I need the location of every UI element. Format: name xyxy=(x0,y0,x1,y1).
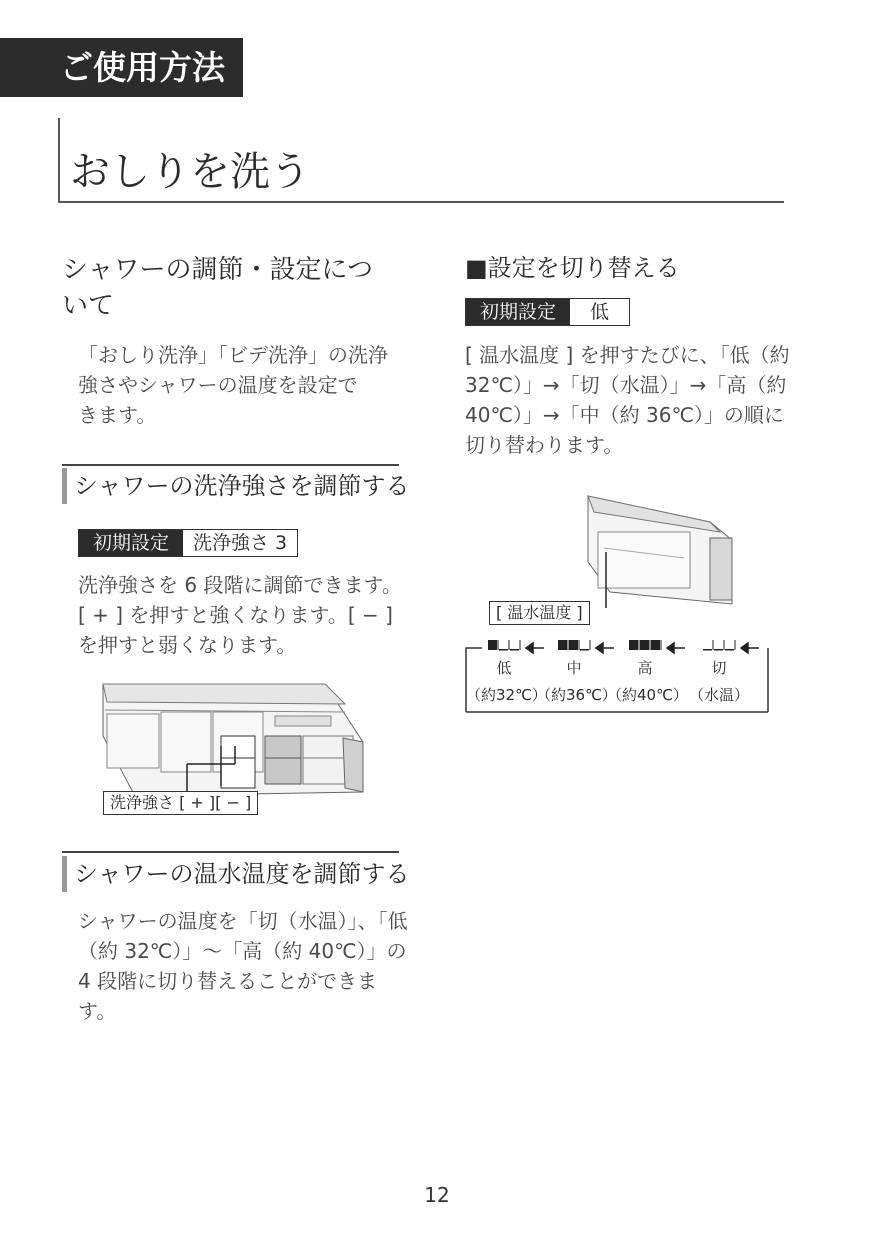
title-vertical-rule xyxy=(58,118,60,203)
level-bar xyxy=(510,649,519,651)
remote-control-closeup-illustration xyxy=(580,492,740,612)
badge-label: 初期設定 xyxy=(79,530,183,556)
cycle-arrow-3 xyxy=(741,643,759,653)
level-bar xyxy=(499,649,508,651)
cycle-arrow-0 xyxy=(526,643,544,653)
temperature-line-3: 4 段階に切り替えることができま xyxy=(78,969,378,993)
right-line-1: [ 温水温度 ] を押すたびに、「低（約 xyxy=(465,343,790,367)
strength-line-2: [ + ] を押すと強くなります。[ − ] xyxy=(78,603,393,627)
right-line-2: 32℃）」→「切（水温）」→「高（約 xyxy=(465,373,787,397)
cycle-arrow-2 xyxy=(667,643,685,653)
temperature-callout: [ 温水温度 ] xyxy=(489,601,590,625)
title-horizontal-rule xyxy=(58,201,784,203)
badge-value: 低 xyxy=(570,299,629,325)
temperature-line-4: す。 xyxy=(78,999,117,1023)
level-name-1: 中 xyxy=(566,659,582,677)
left-heading-line2: いて xyxy=(62,291,115,321)
level-temp-3: （水温） xyxy=(688,686,749,704)
level-bar xyxy=(714,649,723,651)
level-indicator-2 xyxy=(629,640,661,650)
remote-control-illustration xyxy=(95,676,367,806)
intro-line-3: きます。 xyxy=(78,403,157,427)
section-tab: ご使用方法 xyxy=(0,38,243,97)
level-temp-0: （約32℃） xyxy=(466,686,547,704)
strength-line-3: を押すと弱くなります。 xyxy=(78,633,297,657)
strength-callout: 洗浄強さ [ + ][ − ] xyxy=(103,791,258,815)
level-bar xyxy=(488,640,497,650)
level-indicators xyxy=(488,640,735,651)
right-initial-badge xyxy=(465,298,630,326)
temperature-heading-rule xyxy=(62,851,399,853)
badge-value: 洗浄強さ 3 xyxy=(183,530,297,556)
level-name-0: 低 xyxy=(496,659,512,677)
level-bar xyxy=(629,640,638,650)
level-indicator-1 xyxy=(558,640,590,651)
level-name-2: 高 xyxy=(637,659,653,677)
temperature-line-2: （約 32℃）」〜「高（約 40℃）」の xyxy=(78,939,407,963)
intro-line-1: 「おしり洗浄」「ビデ洗浄」の洗浄 xyxy=(78,343,388,367)
right-line-4: 切り替わります。 xyxy=(465,433,624,457)
cycle-arrow-1 xyxy=(596,643,614,653)
level-bar xyxy=(558,640,567,650)
level-indicator-3 xyxy=(703,640,735,651)
temperature-line-1: シャワーの温度を「切（水温）」、「低 xyxy=(78,909,408,933)
level-bar xyxy=(640,640,649,650)
level-name-3: 切 xyxy=(711,659,727,677)
level-bar xyxy=(580,649,589,651)
level-bar xyxy=(651,640,660,650)
level-bar xyxy=(725,649,734,651)
intro-line-2: 強さやシャワーの温度を設定で xyxy=(78,373,358,397)
strength-heading-rule xyxy=(62,464,399,466)
right-heading: ■設定を切り替える xyxy=(465,254,680,282)
level-bar xyxy=(569,640,578,650)
strength-heading: シャワーの洗浄強さを調節する xyxy=(74,472,410,500)
badge-label: 初期設定 xyxy=(466,299,570,325)
temperature-heading: シャワーの温水温度を調節する xyxy=(74,860,410,888)
level-temp-1: （約36℃） xyxy=(536,686,617,704)
left-heading-line1: シャワーの調節・設定につ xyxy=(62,255,373,285)
strength-heading-bar xyxy=(62,468,67,504)
page-title: おしりを洗う xyxy=(70,149,310,195)
temperature-heading-bar xyxy=(62,856,67,892)
level-temp-2: （約40℃） xyxy=(607,686,688,704)
strength-initial-badge xyxy=(78,529,298,557)
right-line-3: 40℃）」→「中（約 36℃）」の順に xyxy=(465,403,784,427)
level-indicator-0 xyxy=(488,640,520,651)
strength-line-1: 洗浄強さを 6 段階に調節できます。 xyxy=(78,573,402,597)
level-bar xyxy=(703,649,712,651)
page-number: 12 xyxy=(424,1183,450,1207)
